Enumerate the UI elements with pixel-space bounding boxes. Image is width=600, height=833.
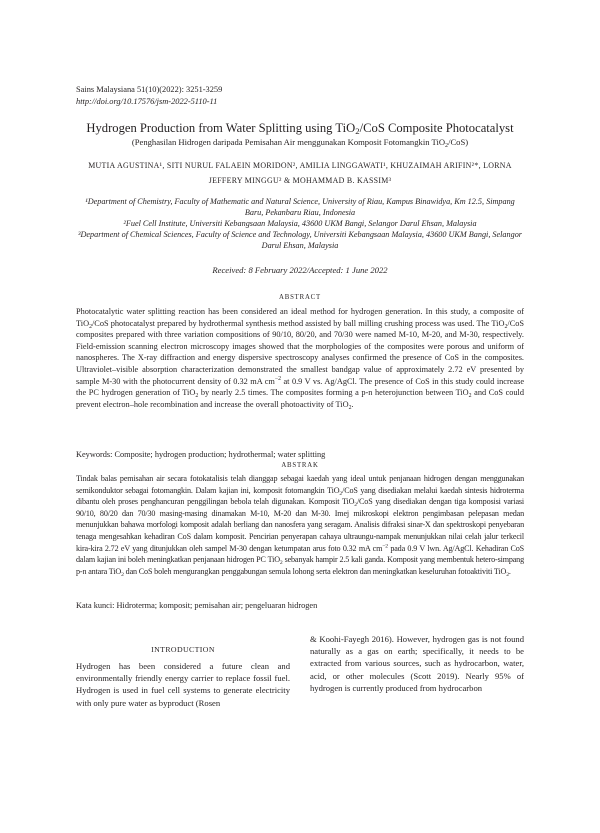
abstrak-span: /CoS yang disediakan dengan tiga komposisi variasi 90/10, 80/20 dan 70/30 masing-masing dinamakan M-10, M-20 dan M-30. Imej mikroskopi elektron pengimbasan pelepasan medan menunjukkan bahawa morfologi komposit adalah berliang dan nanosfera yang seragam. Analisis difraksi sinar-X dan spektroskopi penyebaran tenaga mengesahkan kehadiran CoS dalam komposit. Pencirian penyerapan cahaya ultraungu-nampak menunjukkan nilai celah jalur terkecil kira-kira 2.72 eV yang ditunjukkan oleh sampel M-30 dengan ketumpatan arus foto 0.32 mA cm xyxy=(76,497,524,553)
title-subscript: 2 xyxy=(355,126,360,136)
subscript: 2 xyxy=(121,571,124,578)
affiliation: ³Department of Chemical Sciences, Faculty of Science and Technology, Universiti Kebangsaan Malaysia, 43600 UKM Bangi, Selangor Darul Ehsan, Malaysia xyxy=(78,230,522,250)
abstrak-span: Tindak balas pemisahan air secara fotokatalisis telah dianggap sebagai kaedah yang ideal untuk penjanaan hidrogen dengan menggunakan semikonduktor sebagai fotomangkin. Dalam kajian ini, komposit fotomangkin TiO xyxy=(76,474,524,495)
doi-link[interactable]: http://doi.org/10.17576/jsm-2022-5110-11 xyxy=(76,96,218,106)
subscript: 2 xyxy=(195,393,199,400)
abstrak-span: sebanyak hampir 2.5 kali ganda. Komposit yang membentuk hetero-simpang p-n antara TiO xyxy=(76,555,524,576)
abstract-text xyxy=(76,306,524,410)
journal-citation: Sains Malaysiana 51(10)(2022): 3251-3259 xyxy=(76,85,223,94)
subscript: 2 xyxy=(279,560,283,567)
subscript: 2 xyxy=(506,571,509,578)
title-text: Hydrogen Production from Water Splitting using TiO xyxy=(86,121,356,135)
abstract-span: Photocatalytic water splitting reaction has been considered an ideal method for hydrogen generation. In this study, a composite of TiO xyxy=(76,307,524,328)
superscript: −2 xyxy=(274,375,282,382)
abstract-heading: ABSTRACT xyxy=(279,294,321,301)
affiliation: ²Fuel Cell Institute, Universiti Kebangsaan Malaysia, 43600 UKM Bangi, Selangor Darul Ehsan, Malaysia xyxy=(123,219,477,228)
abstract-span: at 0.9 V vs. Ag/AgCl. The presence of CoS in this study could increase the PC hydrogen generation of TiO xyxy=(76,376,525,398)
author-list xyxy=(76,158,524,188)
subtitle-text-end: /CoS) xyxy=(448,137,469,147)
affiliations xyxy=(76,196,524,251)
abstrak-text xyxy=(76,473,524,577)
abstract-span: /CoS composites prepared with three variation compositions of 90/10, 80/20, and 70/30 were named M-10, M-20, and M-30, respectively. Field-emission scanning electron microscopy images showed that the morphologies of the composites were porous and uniform of nanospheres. The X-ray diffraction and energy dispersive spectroscopy analyses confirmed the presence of CoS in the composites. Ultraviolet–visible absorption characterization demonstrated the smallest bandgap value of approximately 2.72 eV presented by sample M-30 with the photocurrent density of 0.32 mA cm xyxy=(76,318,524,386)
abstract-span: . xyxy=(351,399,354,409)
author-line: MUTIA AGUSTINA¹, SITI NURUL FALAEIN MORIDON², AMILIA LINGGAWATI¹, KHUZAIMAH ARIFIN²*, LORNA xyxy=(88,161,512,170)
intro-column-left: Hydrogen has been considered a future clean and environmentally friendly energy carrier to replace fossil fuel. Hydrogen is used in fuel cell systems to generate electricity with only pure water as byproduct (Rosen xyxy=(76,661,290,708)
intro-column-right: & Koohi-Fayegh 2016). However, hydrogen gas is not found naturally as a gas on earth; specifically, it needs to be extracted from various sources, such as hydrocarbon, water, acid, or other molecules (Scott 2019). Nearly 95% of hydrogen is currently produced from hydrocarbon xyxy=(310,634,524,693)
abstrak-span: dan CoS boleh mengurangkan penggabungan semula lohong serta elektron dan meningkatkan keseluruhan fotoaktiviti TiO xyxy=(123,566,507,576)
abstract-span: by nearly 2.5 times. The composites forming a p-n heterojunction between TiO xyxy=(198,388,469,398)
abstrak-span: pada 0.9 V lwn. Ag/AgCl. Kehadiran CoS dalam kajian ini boleh meningkatkan penjanaan hidrogen PC TiO xyxy=(76,543,524,565)
affiliation: ¹Department of Chemistry, Faculty of Mathematic and Natural Science, University of Riau, Kampus Binawidya, Km 12.5, Simpang Baru, Pekanbaru Riau, Indonesia xyxy=(85,197,515,217)
subscript: 2 xyxy=(468,393,472,400)
superscript: −2 xyxy=(382,542,388,549)
introduction-heading: INTRODUCTION xyxy=(151,645,215,654)
subtitle-text: (Penghasilan Hidrogen daripada Pemisahan Air menggunakan Komposit Fotomangkin TiO xyxy=(131,137,446,147)
abstrak-heading: ABSTRAK xyxy=(281,462,319,469)
subscript: 2 xyxy=(89,323,92,330)
subtitle-subscript: 2 xyxy=(445,143,449,149)
kata-kunci: Kata kunci: Hidroterma; komposit; pemisahan air; pengeluaran hidrogen xyxy=(76,601,318,610)
abstract-span: /CoS photocatalyst prepared by hydrothermal synthesis method assisted by ball milling crushing process was used. The TiO xyxy=(91,318,505,328)
abstract-span: and CoS could prevent electron–hole recombination and increase the overall photoactivity of TiO xyxy=(76,388,524,409)
abstrak-span: /CoS yang disediakan melalui kaedah sintesis hidroterma dibantu oleh proses penghancuran penggilingan bebola telah digunakan. Komposit TiO xyxy=(76,485,524,507)
paper-title xyxy=(40,121,560,136)
abstrak-span: . xyxy=(508,566,511,576)
title-text-end: /CoS Composite Photocatalyst xyxy=(359,121,514,135)
keywords: Keywords: Composite; hydrogen production; hydrothermal; water splitting xyxy=(76,450,326,459)
subscript: 2 xyxy=(348,404,352,411)
author-line: JEFFERY MINGGU² & MOHAMMAD B. KASSIM³ xyxy=(208,176,392,185)
journal-header xyxy=(76,84,222,107)
subscript: 2 xyxy=(504,323,508,330)
paper-subtitle xyxy=(40,137,560,148)
received-accepted-dates: Received: 8 February 2022/Accepted: 1 June 2022 xyxy=(212,265,388,275)
subscript: 2 xyxy=(354,502,357,509)
subscript: 2 xyxy=(339,490,343,497)
